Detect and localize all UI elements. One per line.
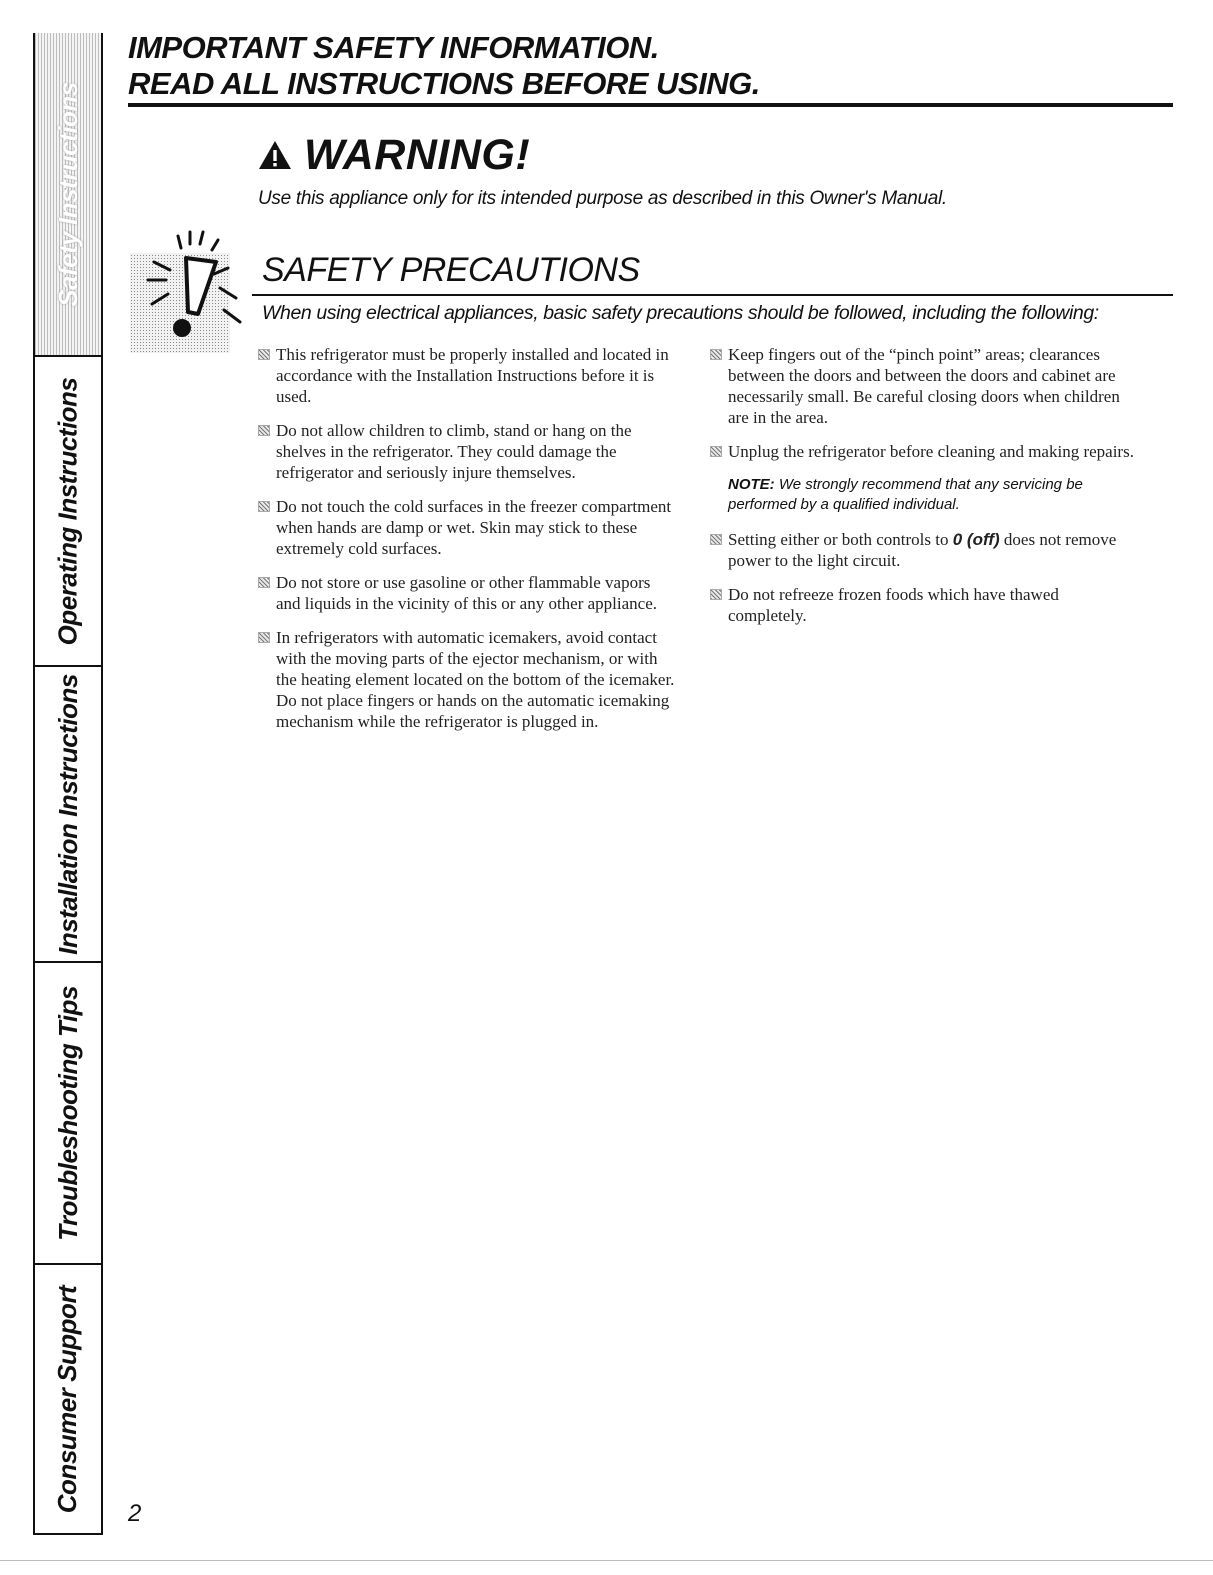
- list-item: [710, 441, 1140, 462]
- bullet-icon: [710, 446, 722, 457]
- list-item: [258, 344, 678, 407]
- control-off-value: 0 (off): [952, 530, 1000, 549]
- warning-subtitle: Use this appliance only for its intended purpose as described in this Owner's Manual.: [258, 188, 947, 209]
- list-item-text: Unplug the refrigerator before cleaning and making repairs.: [728, 442, 1134, 461]
- bullet-icon: [258, 577, 270, 588]
- list-item: [258, 572, 678, 614]
- bullet-icon: [258, 501, 270, 512]
- exclamation-burst-icon: [128, 228, 278, 358]
- bullet-icon: [258, 425, 270, 436]
- safety-intro: When using electrical appliances, basic safety precautions should be followed, including the following:: [262, 302, 1099, 324]
- list-item: [258, 627, 678, 732]
- left-column: [258, 344, 678, 745]
- warning-triangle-icon: [258, 140, 292, 170]
- bullet-icon: [258, 349, 270, 360]
- header-line-2: READ ALL INSTRUCTIONS BEFORE USING.: [128, 66, 760, 101]
- bullet-icon: [710, 349, 722, 360]
- bottom-divider: [0, 1560, 1213, 1561]
- tab-label: Troubleshooting Tips: [52, 985, 83, 1241]
- tab-label: Safety Instructions: [52, 81, 83, 307]
- warning-title: [258, 130, 530, 180]
- note-text: We strongly recommend that any servicing be performed by a qualified individual.: [728, 476, 1083, 513]
- list-item-text: Do not touch the cold surfaces in the freezer compartment when hands are damp or wet. Skin may stick to these extremely cold surfaces.: [276, 497, 672, 558]
- side-tab-strip: [33, 33, 103, 1535]
- safety-divider: [252, 294, 1173, 296]
- list-item-text: Do not refreeze frozen foods which have thawed completely.: [728, 585, 1059, 625]
- list-item-text: In refrigerators with automatic icemakers, avoid contact with the moving parts of the ejector mechanism, or with the heating element located on the bottom of the icemaker. Do not place fingers or hands on the automatic icemaking mechanism while the refrigerator is plugged in.: [276, 628, 675, 731]
- bullet-icon: [258, 632, 270, 643]
- list-item: [258, 496, 678, 559]
- list-item: [710, 529, 1140, 571]
- list-item: [710, 584, 1140, 626]
- list-item-text: Do not store or use gasoline or other flammable vapors and liquids in the vicinity of this or any other appliance.: [276, 573, 657, 613]
- header-line-1: IMPORTANT SAFETY INFORMATION.: [128, 30, 659, 65]
- right-column: [710, 344, 1140, 639]
- list-item-text: Setting either or both controls to: [728, 530, 949, 549]
- note-label: NOTE:: [728, 476, 775, 493]
- header-divider: [128, 103, 1173, 107]
- list-item-text: Keep fingers out of the “pinch point” areas; clearances between the doors and between the doors and cabinet are necessarily small. Be careful closing doors when children are in the area.: [728, 345, 1120, 427]
- tab-operating-instructions[interactable]: [35, 357, 101, 667]
- list-item-text: does not remove power to the light circuit.: [728, 530, 1117, 570]
- tab-installation-instructions[interactable]: [35, 667, 101, 963]
- page-number: 2: [128, 1500, 142, 1527]
- bullet-icon: [710, 534, 722, 545]
- bullet-icon: [710, 589, 722, 600]
- page-header: [128, 30, 1173, 102]
- tab-label: Consumer Support: [52, 1285, 83, 1513]
- tab-troubleshooting-tips[interactable]: [35, 963, 101, 1265]
- tab-label: Operating Instructions: [52, 377, 83, 645]
- safety-heading: SAFETY PRECAUTIONS: [262, 251, 640, 289]
- note: [728, 475, 1140, 515]
- tab-safety-instructions[interactable]: [35, 33, 101, 357]
- warning-title-text: WARNING!: [304, 131, 531, 179]
- list-item: [710, 344, 1140, 428]
- tab-consumer-support[interactable]: [35, 1265, 101, 1533]
- list-item-text: This refrigerator must be properly installed and located in accordance with the Installation Instructions before it is used.: [276, 345, 669, 406]
- tab-label: Installation Instructions: [52, 673, 83, 955]
- list-item: [258, 420, 678, 483]
- list-item-text: Do not allow children to climb, stand or hang on the shelves in the refrigerator. They could damage the refrigerator and seriously injure themselves.: [276, 421, 632, 482]
